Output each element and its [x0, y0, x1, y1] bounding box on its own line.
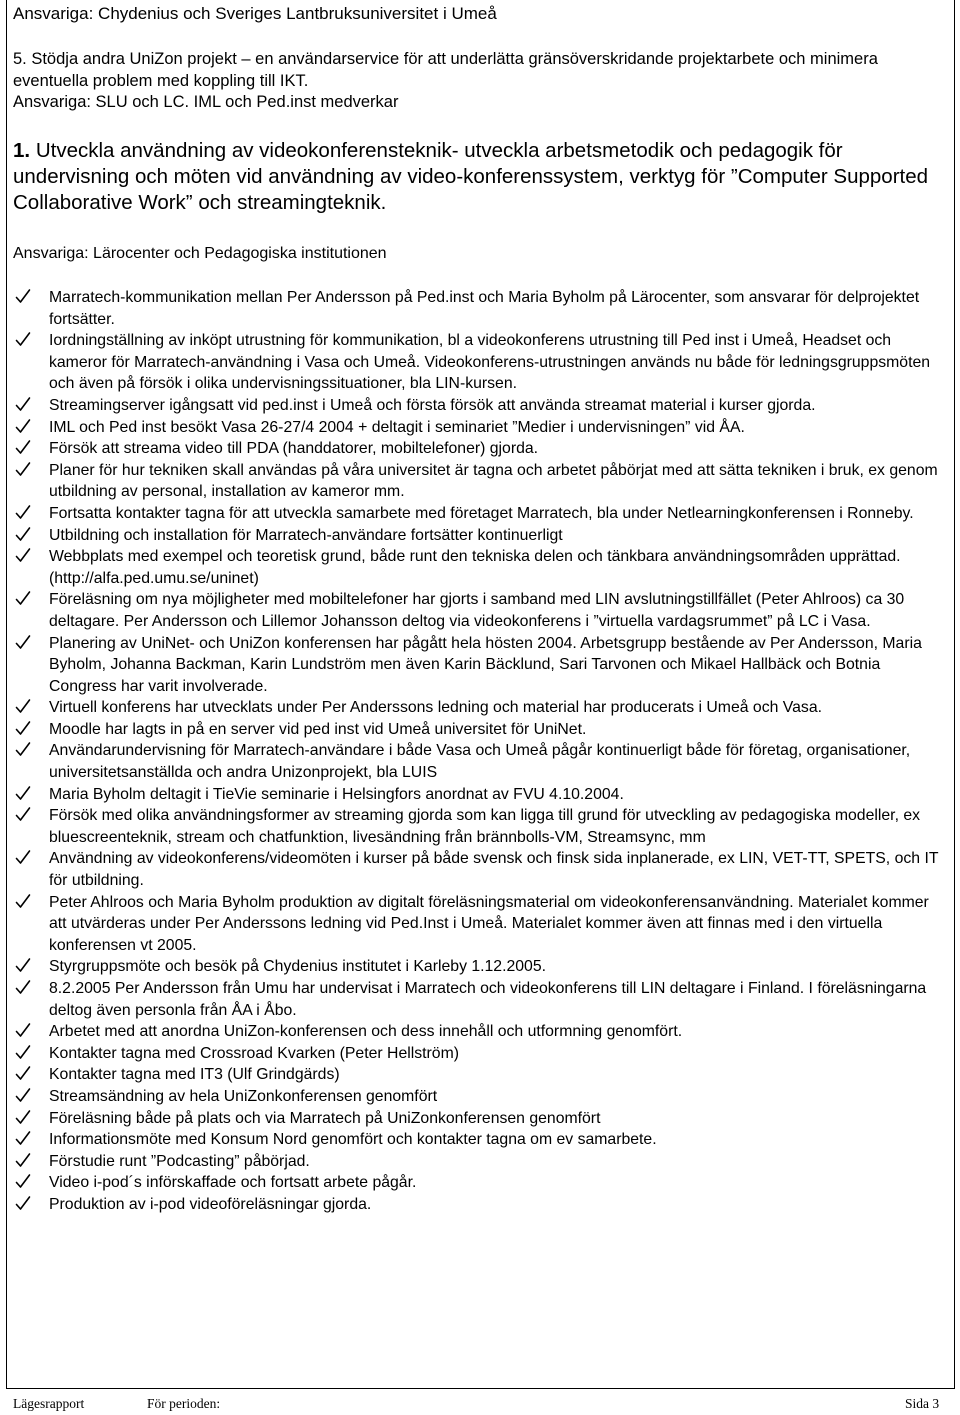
section-1-number: 1. — [13, 139, 31, 162]
checklist-item — [13, 805, 943, 848]
page-border-left — [6, 0, 7, 1388]
checklist-item — [13, 589, 943, 632]
checklist-item-text: Virtuell konferens har utvecklats under Per Anderssons ledning och material har producerats i Umeå och Vasa. — [49, 699, 822, 717]
section-1-text: Utveckla användning av videokonferensteknik- utveckla arbetsmetodik och pedagogik för undervisning och möten vid användning av video-konferenssystem, verktyg för ”Computer Supported Collaborative Work” och streamingteknik. — [13, 139, 929, 214]
checklist-item — [13, 892, 943, 957]
checklist-item — [13, 1086, 943, 1108]
check-icon — [15, 1151, 33, 1171]
check-icon — [15, 417, 33, 437]
checklist-item-text: Streamsändning av hela UniZonkonferensen genomfört — [49, 1087, 438, 1105]
check-icon — [15, 1129, 33, 1149]
footer-period-label: För perioden: — [147, 1396, 221, 1411]
checklist-item-text: Kontakter tagna med Crossroad Kvarken (Peter Hellström) — [49, 1044, 460, 1062]
checklist-item — [13, 848, 943, 891]
footer-report-label: Lägesrapport — [13, 1396, 85, 1411]
checklist-item-text: Marratech-kommunikation mellan Per Andersson på Ped.inst och Maria Byholm på Lärocenter, som ansvarar för delprojektet fortsätter. — [49, 289, 920, 328]
section-1-responsible: Ansvariga: Lärocenter och Pedagogiska institutionen — [13, 245, 387, 262]
check-icon — [15, 697, 33, 717]
checklist-item-text: Utbildning och installation för Marratech-användare fortsätter kontinuerligt — [49, 526, 563, 544]
checklist-item-text: Användning av videokonferens/videomöten i kurser på både svensk och finsk sida inplanerade, ex LIN, VET-TT, SPETS, och IT för utbildning. — [49, 850, 939, 890]
checklist-item — [13, 1194, 943, 1216]
checklist-item-text: Försök att streama video till PDA (handdatorer, mobiltelefoner) gjorda. — [49, 440, 539, 458]
checklist-item — [13, 956, 943, 978]
checklist-item — [13, 1021, 943, 1043]
check-icon — [15, 287, 33, 307]
checklist-item — [13, 719, 943, 741]
checklist-item — [13, 460, 943, 503]
check-icon — [15, 460, 33, 480]
check-icon — [15, 1043, 33, 1063]
check-icon — [15, 740, 33, 760]
check-icon — [15, 719, 33, 739]
checklist-item-text: Moodle har lagts in på en server vid ped inst vid Umeå universitet för UniNet. — [49, 720, 587, 738]
check-icon — [15, 1172, 33, 1192]
checklist-item — [13, 1129, 943, 1151]
responsible-header: Ansvariga: Chydenius och Sveriges Lantbruksuniversitet i Umeå — [13, 4, 497, 23]
check-icon — [15, 1194, 33, 1214]
section-5 — [13, 49, 943, 114]
checklist-item — [13, 525, 943, 547]
checklist-item-text: Iordningställning av inköpt utrustning för kommunikation, bl a videokonferens utrustning till Ped inst i Umeå, Headset och kameror för Marratech-användning i Vasa och Umeå. Videokonferens-utrustningen används nu både för ledningsgruppsmöten och även på försök i olika undervisningssituationer, bla LIN-kursen. — [49, 332, 931, 393]
checklist-item — [13, 546, 943, 589]
checklist-item — [13, 287, 943, 330]
progress-checklist — [13, 287, 943, 1216]
check-icon — [15, 633, 33, 653]
check-icon — [15, 1021, 33, 1041]
check-icon — [15, 1064, 33, 1084]
checklist-item-text: Styrgruppsmöte och besök på Chydenius institutet i Karleby 1.12.2005. — [49, 958, 547, 976]
checklist-item — [13, 740, 943, 783]
checklist-item-text: Produktion av i-pod videoföreläsningar gjorda. — [49, 1195, 372, 1213]
check-icon — [15, 503, 33, 523]
page-border-bottom — [6, 1388, 955, 1389]
section-5-text: 5. Stödja andra UniZon projekt – en användarservice för att underlätta gränsöverskridande projektarbete och minimera eventuella problem med koppling till IKT. — [13, 50, 878, 90]
checklist-item — [13, 1108, 943, 1130]
checklist-item-text: Föreläsning om nya möjligheter med mobiltelefoner har gjorts i samband med LIN avslutningstillfället (Peter Ahlroos) ca 30 deltagare. Per Andersson och Lillemor Johansson deltog via videokonferens i ”virtuella vardagsrummet” på LC i Vasa. — [49, 591, 905, 630]
checklist-item-text: Kontakter tagna med IT3 (Ulf Grindgärds) — [49, 1066, 340, 1084]
checklist-item-text: Peter Ahlroos och Maria Byholm produktion av digitalt föreläsningsmaterial om videokonferensanvändning. Materialet kommer att utvärderas under Per Anderssons ledning vid Ped.Inst i Umeå. Materialet kommer även att finnas med i den virtuella konferensen vt 2005. — [49, 893, 929, 954]
checklist-item-text: Föreläsning både på plats och via Marratech på UniZonkonferensen genomfört — [49, 1109, 601, 1127]
check-icon — [15, 546, 33, 566]
checklist-item-text: 8.2.2005 Per Andersson från Umu har undervisat i Marratech och videokonferens till LIN deltagare i Finland. I föreläsningarna deltog även personla från ÅA i Åbo. — [49, 980, 927, 1019]
checklist-item — [13, 633, 943, 698]
check-icon — [15, 892, 33, 912]
checklist-item — [13, 784, 943, 806]
checklist-item-text: IML och Ped inst besökt Vasa 26-27/4 2004 + deltagit i seminariet ”Medier i undervisningen” vid ÅA. — [49, 418, 745, 436]
checklist-item — [13, 503, 943, 525]
page-border-right — [954, 0, 955, 1388]
check-icon — [15, 330, 33, 350]
checklist-item-text: Fortsatta kontakter tagna för att utveckla samarbete med företaget Marratech, bla under Netlearningkonferensen i Ronneby. — [49, 504, 914, 522]
checklist-item — [13, 1043, 943, 1065]
checklist-item-text: Planering av UniNet- och UniZon konferensen har pågått hela hösten 2004. Arbetsgrupp bestående av Per Andersson, Maria Byholm, Johanna Backman, Karin Lundström men även Karin Bäcklund, Sari Tarvonen och Mikael Hallbäck och Botnia Congress har varit involverade. — [49, 634, 922, 695]
checklist-item — [13, 1172, 943, 1194]
checklist-item — [13, 395, 943, 417]
checklist-item — [13, 438, 943, 460]
footer-page-number: Sida 3 — [905, 1396, 940, 1411]
check-icon — [15, 525, 33, 545]
checklist-item-text: Informationsmöte med Konsum Nord genomfört och kontakter tagna om ev samarbete. — [49, 1131, 657, 1149]
checklist-item-text: Webbplats med exempel och teoretisk grund, både runt den tekniska delen och tänkbara användningsområden upprättad. (http://alfa.ped.umu.se/uninet) — [49, 548, 901, 587]
checklist-item — [13, 330, 943, 395]
section-1 — [13, 138, 943, 216]
section-5-responsible: Ansvariga: SLU och LC. IML och Ped.inst medverkar — [13, 93, 399, 111]
checklist-item-text: Streamingserver igångsatt vid ped.inst i Umeå och första försök att använda streamat material i kurser gjorda. — [49, 396, 816, 414]
check-icon — [15, 589, 33, 609]
check-icon — [15, 805, 33, 825]
check-icon — [15, 1086, 33, 1106]
checklist-item-text: Användarundervisning för Marratech-användare i både Vasa och Umeå pågår kontinuerligt både för företag, organisationer, universitetsanställda och andra Unizonprojekt, bla LUIS — [49, 742, 911, 782]
check-icon — [15, 1108, 33, 1128]
checklist-item — [13, 1064, 943, 1086]
check-icon — [15, 956, 33, 976]
checklist-item-text: Maria Byholm deltagit i TieVie seminarie i Helsingfors anordnat av FVU 4.10.2004. — [49, 785, 624, 803]
check-icon — [15, 978, 33, 998]
checklist-item-text: Planer för hur tekniken skall användas på våra universitet är tagna och arbetet påbörjat med att sätta tekniken i bruk, ex genom utbildning av personal, installation av kameror mm. — [49, 461, 938, 501]
checklist-item — [13, 417, 943, 439]
check-icon — [15, 395, 33, 415]
checklist-item-text: Arbetet med att anordna UniZon-konferensen och dess innehåll och utformning genomfört. — [49, 1023, 683, 1041]
check-icon — [15, 848, 33, 868]
checklist-item — [13, 978, 943, 1021]
checklist-item-text: Video i-pod´s införskaffade och fortsatt arbete pågår. — [49, 1174, 417, 1192]
check-icon — [15, 438, 33, 458]
check-icon — [15, 784, 33, 804]
checklist-item — [13, 697, 943, 719]
checklist-item-text: Försök med olika användningsformer av streaming gjorda som kan ligga till grund för utveckling av pedagogiska modeller, ex bluescreenteknik, stream och chatfunktion, livesändning från brännbolls-VM, Streamsync, mm — [49, 807, 921, 846]
checklist-item — [13, 1151, 943, 1173]
checklist-item-text: Förstudie runt ”Podcasting” påbörjad. — [49, 1152, 310, 1170]
